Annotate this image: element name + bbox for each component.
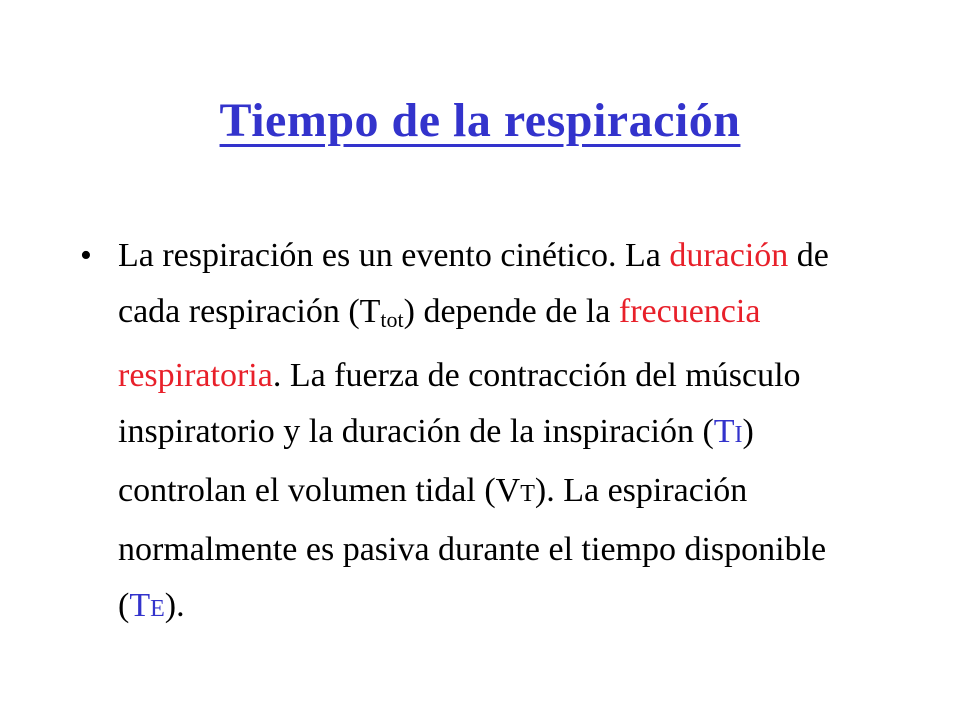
symbol-te-e: E xyxy=(150,595,165,622)
bullet-text xyxy=(118,237,829,624)
text-segment: La respiración es un evento cinético. La xyxy=(118,237,670,274)
highlight-frecuencia: frecuencia respiratoria xyxy=(118,293,761,394)
slide-title: Tiempo de la respiración xyxy=(219,94,741,147)
text-segment: ). La espiración normalmente es pasiva durante el tiempo disponible ( xyxy=(118,471,827,624)
text-segment: ) controlan el volumen tidal (V xyxy=(118,412,754,509)
text-segment: . La fuerza de contracción del músculo inspiratorio y la duración de la inspiración ( xyxy=(118,356,801,450)
highlight-duracion: duración xyxy=(669,237,789,274)
symbol-vt-t: T xyxy=(520,480,535,507)
bullet-item xyxy=(80,228,880,637)
symbol-ti-i: I xyxy=(734,421,743,448)
text-segment: ). xyxy=(164,586,185,624)
text-segment: ) depende de la xyxy=(403,293,619,330)
bullet-icon: • xyxy=(80,237,92,274)
text-segment: de cada respiración (T xyxy=(118,237,829,330)
subscript-tot: tot xyxy=(380,306,404,332)
symbol-ti-t: T xyxy=(713,412,735,450)
symbol-te-t: T xyxy=(129,586,151,624)
slide-body xyxy=(80,228,880,637)
